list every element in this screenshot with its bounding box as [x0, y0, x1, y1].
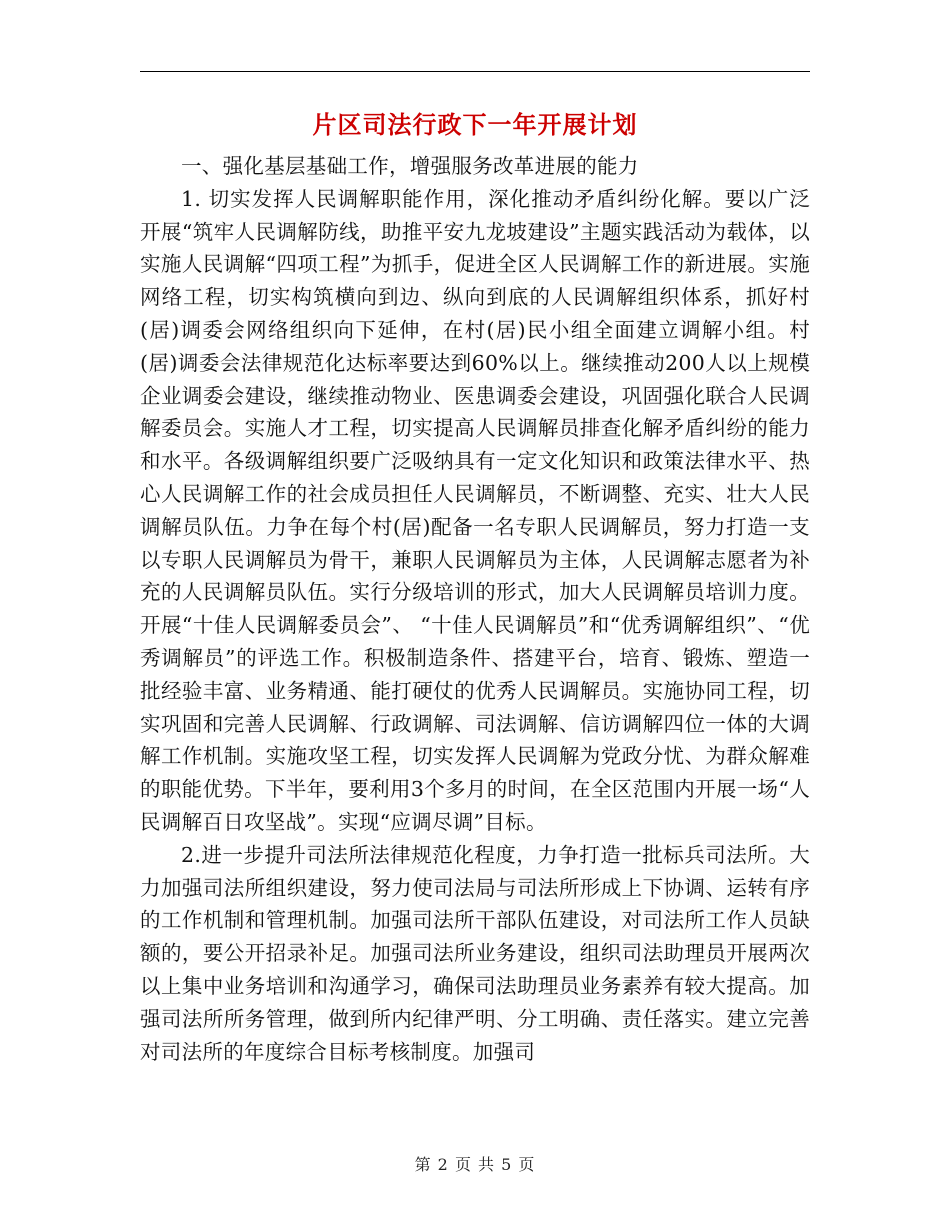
paragraph-1: 1. 切实发挥人民调解职能作用，深化推动矛盾纠纷化解。要以广泛开展“筑牢人民调解防线，助推平安九龙坡建设”主题实践活动为载体，以实施人民调解“四项工程”为抓手，促进全区人民调解工作的新进展。实施网络工程，切实构筑横向到边、纵向到底的人民调解组织体系，抓好村(居)调委会网络组织向下延伸，在村(居)民小组全面建立调解小组。村(居)调委会法律规范化达标率要达到60%以上。继续推动200人以上规模企业调委会建设，继续推动物业、医患调委会建设，巩固强化联合人民调解委员会。实施人才工程，切实提高人民调解员排查化解矛盾纠纷的能力和水平。各级调解组织要广泛吸纳具有一定文化知识和政策法律水平、热心人民调解工作的社会成员担任人民调解员，不断调整、充实、壮大人民调解员队伍。力争在每个村(居)配备一名专职人民调解员，努力打造一支以专职人民调解员为骨干，兼职人民调解员为主体，人民调解志愿者为补充的人民调解员队伍。实行分级培训的形式，加大人民调解员培训力度。开展“十佳人民调解委员会”、 “十佳人民调解员”和“优秀调解组织”、“优秀调解员”的评选工作。积极制造条件、搭建平台，培育、锻炼、塑造一批经验丰富、业务精通、能打硬仗的优秀人民调解员。实施协同工程，切实巩固和完善人民调解、行政调解、司法调解、信访调解四位一体的大调解工作机制。实施攻坚工程，切实发挥人民调解为党政分忧、为群众解难的职能优势。下半年，要利用3个多月的时间，在全区范围内开展一场“人民调解百日攻坚战”。实现“应调尽调”目标。	[140, 186, 810, 834]
page-number: 第 2 页 共 5 页	[414, 1155, 536, 1174]
section-heading: 一、强化基层基础工作，增强服务改革进展的能力	[181, 154, 639, 178]
paragraph-2: 2.进一步提升司法所法律规范化程度，力争打造一批标兵司法所。大力加强司法所组织建设，努力使司法局与司法所形成上下协调、运转有序的工作机制和管理机制。加强司法所干部队伍建设，对司法所工作人员缺额的，要公开招录补足。加强司法所业务建设，组织司法助理员开展两次以上集中业务培训和沟通学习，确保司法助理员业务素养有较大提高。加强司法所所务管理，做到所内纪律严明、分工明确、责任落实。建立完善对司法所的年度综合目标考核制度。加强司	[140, 842, 810, 1064]
document-title: 片区司法行政下一年开展计划	[312, 110, 638, 139]
document-body	[140, 150, 810, 1068]
header-rule	[140, 71, 810, 72]
